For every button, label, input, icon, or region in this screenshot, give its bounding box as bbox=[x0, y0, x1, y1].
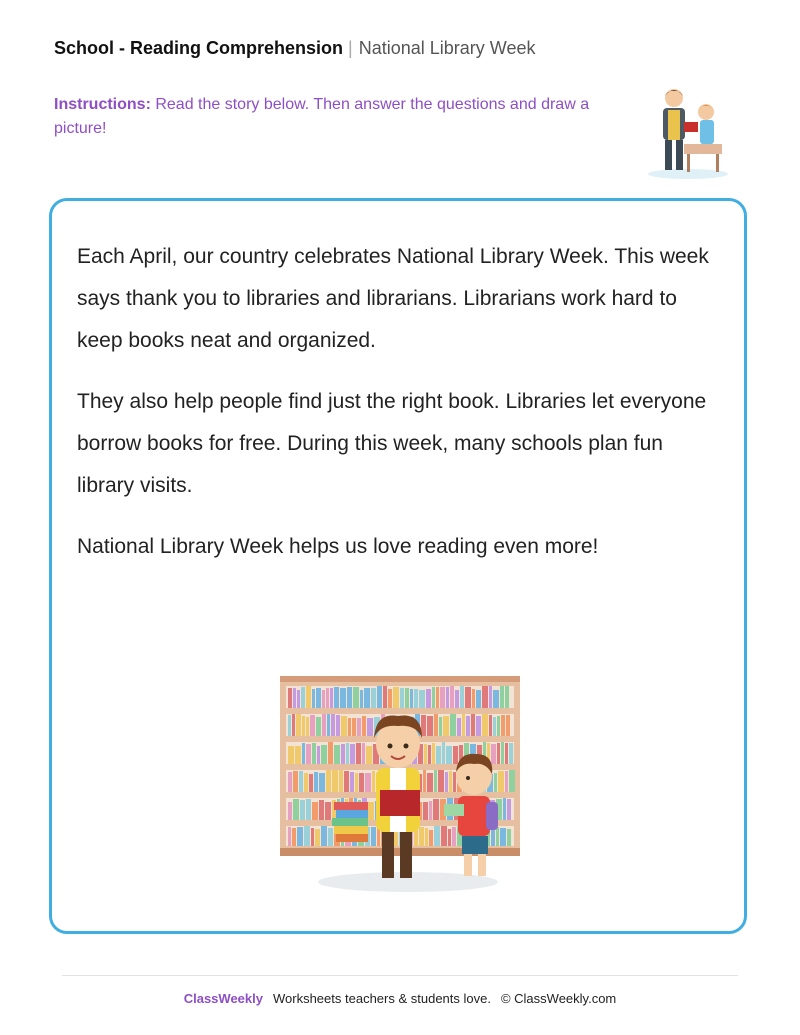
book-spine bbox=[501, 742, 504, 764]
book-spine bbox=[360, 690, 363, 708]
book-spine bbox=[327, 714, 330, 736]
book-spine bbox=[501, 715, 505, 736]
book-spine bbox=[377, 686, 382, 708]
book-spine bbox=[306, 686, 311, 708]
book-spine bbox=[331, 714, 335, 736]
book-spine bbox=[306, 744, 311, 764]
book-spine bbox=[322, 690, 325, 708]
book-spine bbox=[350, 744, 355, 764]
book-spine bbox=[439, 717, 442, 736]
book-spine bbox=[371, 688, 376, 708]
book-spine bbox=[442, 742, 445, 764]
book-spine bbox=[453, 746, 458, 764]
book-spine bbox=[414, 830, 418, 846]
book-spine bbox=[295, 746, 301, 764]
book-spine bbox=[471, 714, 475, 736]
book-spine bbox=[427, 773, 433, 792]
book-spine bbox=[288, 802, 292, 820]
book-spine bbox=[299, 771, 303, 792]
book-spine bbox=[505, 771, 508, 792]
book-spine bbox=[400, 688, 404, 708]
book-spine bbox=[436, 687, 439, 708]
book-spine bbox=[494, 773, 497, 792]
book-spine bbox=[466, 716, 470, 736]
book-spine bbox=[450, 686, 454, 708]
footer-brand: ClassWeekly bbox=[183, 991, 263, 1006]
book-spine bbox=[312, 802, 318, 820]
book-spine bbox=[321, 745, 327, 764]
instructions bbox=[54, 93, 614, 141]
story-text bbox=[77, 236, 717, 587]
book-spine bbox=[304, 826, 310, 846]
book-spine bbox=[491, 829, 495, 846]
story-paragraph-3: National Library Week helps us love reading even more! bbox=[77, 535, 599, 558]
book-spine bbox=[462, 714, 465, 736]
book-spine bbox=[497, 743, 500, 764]
book-spine bbox=[297, 690, 300, 708]
book-spine bbox=[292, 828, 296, 846]
book-spine bbox=[423, 802, 428, 820]
book-spine bbox=[356, 743, 361, 764]
book-spine bbox=[429, 830, 433, 846]
book-spine bbox=[506, 715, 510, 736]
book-spine bbox=[425, 828, 428, 846]
book-spine bbox=[293, 688, 296, 708]
book-spine bbox=[288, 772, 292, 792]
book-spine bbox=[326, 688, 329, 708]
book-spine bbox=[325, 802, 331, 820]
book-spine bbox=[441, 826, 447, 846]
book-spine bbox=[419, 827, 424, 846]
book-spine bbox=[432, 743, 435, 764]
book-spine bbox=[460, 686, 464, 708]
book-spine bbox=[315, 829, 320, 846]
book-spine bbox=[328, 742, 333, 764]
book-spine bbox=[334, 687, 339, 708]
book-spine bbox=[433, 799, 439, 820]
book-spine bbox=[419, 690, 425, 708]
book-spine bbox=[309, 774, 313, 792]
book-spine bbox=[457, 718, 461, 736]
book-spine bbox=[405, 688, 409, 708]
book-spine bbox=[509, 743, 513, 764]
book-spine bbox=[292, 714, 295, 736]
book-spine bbox=[316, 688, 321, 708]
book-spine bbox=[507, 829, 511, 846]
book-spine bbox=[383, 686, 387, 708]
librarian-reading-icon bbox=[644, 86, 730, 180]
book-spine bbox=[393, 687, 399, 708]
book-spine bbox=[301, 687, 305, 708]
book-spine bbox=[436, 746, 441, 764]
book-spine bbox=[340, 688, 346, 708]
page-footer bbox=[0, 990, 800, 1008]
book-spine bbox=[348, 718, 351, 736]
book-spine bbox=[322, 714, 326, 736]
book-spine bbox=[311, 828, 314, 846]
book-spine bbox=[421, 715, 426, 736]
book-spine bbox=[424, 744, 427, 764]
book-spine bbox=[472, 689, 475, 708]
book-spine bbox=[388, 689, 392, 708]
book-spine bbox=[288, 746, 294, 764]
instructions-text: Read the story below. Then answer the questions and draw a picture! bbox=[54, 96, 590, 137]
book-spine bbox=[507, 799, 511, 820]
book-spine bbox=[372, 771, 375, 792]
book-spine bbox=[336, 715, 340, 736]
book-spine bbox=[288, 688, 292, 708]
book-spine bbox=[319, 800, 324, 820]
book-spine bbox=[344, 771, 349, 792]
book-spine bbox=[316, 717, 321, 736]
book-spine bbox=[440, 687, 445, 708]
book-spine bbox=[362, 716, 366, 736]
book-spine bbox=[314, 772, 318, 792]
book-spine bbox=[310, 715, 315, 736]
book-spine bbox=[509, 770, 515, 792]
book-spine bbox=[423, 770, 426, 792]
book-spine bbox=[312, 743, 316, 764]
book-spine bbox=[347, 687, 352, 708]
book-spine bbox=[321, 826, 327, 846]
book-spine bbox=[426, 689, 431, 708]
book-spine bbox=[427, 716, 433, 736]
book-spine bbox=[350, 772, 354, 792]
book-spine bbox=[359, 773, 364, 792]
book-spine bbox=[368, 802, 374, 820]
book-spine bbox=[476, 690, 481, 708]
library-illustration bbox=[276, 672, 524, 896]
book-spine bbox=[326, 770, 331, 792]
page-header bbox=[54, 36, 535, 60]
book-spine bbox=[414, 689, 418, 708]
book-spine bbox=[493, 690, 499, 708]
book-spine bbox=[446, 746, 452, 764]
book-spine bbox=[288, 827, 291, 846]
book-spine bbox=[302, 716, 305, 736]
book-spine bbox=[319, 773, 325, 792]
book-spine bbox=[365, 773, 371, 792]
book-spine bbox=[452, 827, 456, 846]
book-spine bbox=[288, 715, 291, 736]
book-spine bbox=[500, 828, 506, 846]
book-spine bbox=[332, 770, 338, 792]
book-spine bbox=[304, 773, 308, 792]
book-spine bbox=[434, 770, 437, 792]
book-spine bbox=[496, 827, 499, 846]
book-spine bbox=[293, 799, 299, 820]
book-spine bbox=[302, 743, 305, 764]
book-spine bbox=[341, 716, 347, 736]
book-spine bbox=[505, 743, 508, 764]
book-spine bbox=[306, 799, 311, 820]
book-spine bbox=[455, 690, 459, 708]
book-spine bbox=[352, 718, 356, 736]
book-spine bbox=[362, 743, 365, 764]
book-spine bbox=[493, 717, 496, 736]
book-spine bbox=[312, 689, 315, 708]
book-spine bbox=[500, 686, 504, 708]
book-spine bbox=[341, 744, 345, 764]
page-title: School - Reading Comprehension bbox=[54, 38, 344, 58]
book-spine bbox=[367, 718, 373, 736]
book-spine bbox=[297, 827, 303, 846]
book-spine bbox=[357, 718, 361, 736]
book-spine bbox=[465, 687, 471, 708]
book-spine bbox=[434, 714, 438, 736]
book-spine bbox=[443, 716, 449, 736]
book-spine bbox=[429, 801, 432, 820]
book-spine bbox=[482, 714, 488, 736]
book-spine bbox=[334, 745, 340, 764]
story-paragraph-2: They also help people find just the right book. Libraries let everyone borrow books for free. During this week, many schools plan fun library visits. bbox=[77, 390, 707, 497]
book-spine bbox=[503, 798, 506, 820]
book-spine bbox=[491, 744, 496, 764]
page-subtitle: National Library Week bbox=[358, 38, 536, 58]
book-spine bbox=[371, 827, 376, 846]
book-spine bbox=[489, 715, 492, 736]
instructions-lead: Instructions: bbox=[54, 96, 151, 113]
book-spine bbox=[353, 687, 359, 708]
book-spine bbox=[366, 746, 372, 764]
book-spine bbox=[300, 800, 305, 820]
footer-tagline: Worksheets teachers & students love. bbox=[272, 991, 491, 1006]
book-spine bbox=[498, 771, 504, 792]
book-spine bbox=[339, 770, 343, 792]
book-spine bbox=[448, 829, 451, 846]
book-spine bbox=[364, 688, 370, 708]
book-spine bbox=[449, 771, 452, 792]
book-spine bbox=[328, 828, 333, 846]
book-spine bbox=[355, 773, 358, 792]
footer-copyright: © ClassWeekly.com bbox=[500, 991, 617, 1006]
book-spine bbox=[410, 689, 413, 708]
book-spine bbox=[296, 714, 301, 736]
book-spine bbox=[450, 714, 456, 736]
book-spine bbox=[293, 771, 298, 792]
book-spine bbox=[445, 772, 448, 792]
book-spine bbox=[438, 770, 444, 792]
book-spine bbox=[432, 687, 435, 708]
book-spine bbox=[505, 686, 509, 708]
story-paragraph-1: Each April, our country celebrates National Library Week. This week says thank you to libraries and librarians. Librarians work hard to keep books neat and organized. bbox=[77, 245, 709, 352]
book-spine bbox=[428, 745, 431, 764]
book-spine bbox=[482, 686, 488, 708]
book-spine bbox=[346, 743, 349, 764]
book-spine bbox=[446, 687, 449, 708]
book-spine bbox=[489, 686, 492, 708]
book-spine bbox=[306, 717, 309, 736]
title-separator: | bbox=[348, 38, 353, 58]
book-spine bbox=[317, 746, 320, 764]
book-spine bbox=[497, 716, 500, 736]
book-spine bbox=[434, 826, 440, 846]
footer-divider bbox=[62, 975, 738, 976]
book-spine bbox=[453, 772, 456, 792]
book-spine bbox=[330, 688, 333, 708]
book-spine bbox=[476, 716, 481, 736]
